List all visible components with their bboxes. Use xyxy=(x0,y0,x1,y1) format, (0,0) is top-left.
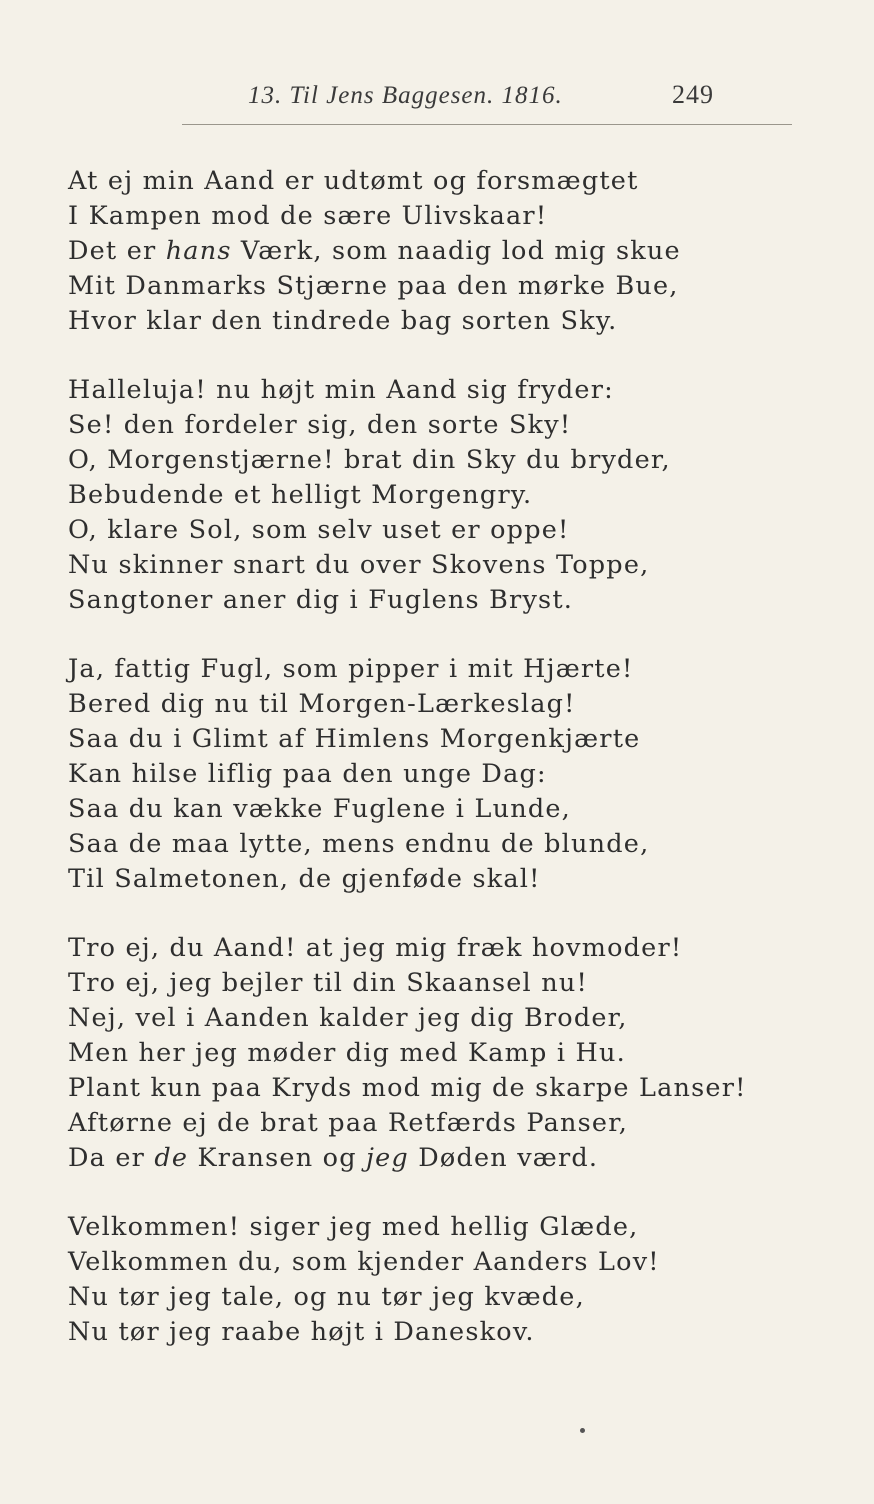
running-head xyxy=(0,78,874,114)
stanza-3 xyxy=(68,652,858,897)
verse-line: Nu skinner snart du over Skovens Toppe, xyxy=(68,550,650,580)
verse-line: Til Salmetonen, de gjenføde skal! xyxy=(68,864,541,894)
verse-line: O, klare Sol, som selv uset er oppe! xyxy=(68,515,570,545)
stanza-4 xyxy=(68,931,858,1176)
verse-line: Kan hilse liflig paa den unge Dag: xyxy=(68,759,547,789)
verse-line: Nu tør jeg raabe højt i Daneskov. xyxy=(68,1317,535,1347)
verse-text: Det er xyxy=(68,236,166,266)
verse-line: At ej min Aand er udtømt og forsmægtet xyxy=(68,166,639,196)
verse-line: Tro ej, du Aand! at jeg mig fræk hovmoder! xyxy=(68,933,683,963)
verse-line: Men her jeg møder dig med Kamp i Hu. xyxy=(68,1038,626,1068)
verse-line: Velkommen! siger jeg med hellig Glæde, xyxy=(68,1212,639,1242)
poem xyxy=(68,164,858,1384)
verse-line: Aftørne ej de brat paa Retfærds Panser, xyxy=(68,1108,629,1138)
verse-line: Tro ej, jeg bejler til din Skaansel nu! xyxy=(68,968,588,998)
verse-line: Mit Danmarks Stjærne paa den mørke Bue, xyxy=(68,271,679,301)
italic-word: de xyxy=(154,1143,189,1173)
verse-line: Saa du kan vække Fuglene i Lunde, xyxy=(68,794,571,824)
verse-line xyxy=(68,234,858,269)
stanza-2 xyxy=(68,373,858,618)
verse-line: Bered dig nu til Morgen-Lærkeslag! xyxy=(68,689,576,719)
stanza-5 xyxy=(68,1210,858,1350)
verse-line: Sangtoner aner dig i Fuglens Bryst. xyxy=(68,585,574,615)
italic-word: jeg xyxy=(366,1143,409,1173)
header-rule xyxy=(182,124,792,125)
verse-line: Saa de maa lytte, mens endnu de blunde, xyxy=(68,829,650,859)
verse-text: Kransen og xyxy=(188,1143,367,1173)
italic-word: hans xyxy=(165,236,232,266)
verse-line: Nu tør jeg tale, og nu tør jeg kvæde, xyxy=(68,1282,585,1312)
verse-line: Se! den fordeler sig, den sorte Sky! xyxy=(68,410,572,440)
verse-line: Halleluja! nu højt min Aand sig fryder: xyxy=(68,375,614,405)
verse-line: Nej, vel i Aanden kalder jeg dig Broder, xyxy=(68,1003,628,1033)
page-number: 249 xyxy=(672,80,714,109)
verse-line: Ja, fattig Fugl, som pipper i mit Hjærte! xyxy=(68,654,634,684)
verse-text: Døden værd. xyxy=(408,1143,599,1173)
verse-text: Da er xyxy=(68,1143,155,1173)
verse-line: Bebudende et helligt Morgengry. xyxy=(68,480,533,510)
verse-line: O, Morgenstjærne! brat din Sky du bryder, xyxy=(68,445,671,475)
verse-line xyxy=(68,1141,858,1176)
verse-line: Saa du i Glimt af Himlens Morgenkjærte xyxy=(68,724,641,754)
verse-line: Hvor klar den tindrede bag sorten Sky. xyxy=(68,306,618,336)
verse-line: Velkommen du, som kjender Aanders Lov! xyxy=(68,1247,660,1277)
ink-speck xyxy=(580,1428,585,1433)
verse-text: Værk, som naadig lod mig skue xyxy=(231,236,681,266)
verse-line: Plant kun paa Kryds mod mig de skarpe Lanser! xyxy=(68,1073,747,1103)
stanza-1 xyxy=(68,164,858,339)
running-title: 13. Til Jens Baggesen. 1816. xyxy=(248,82,563,109)
verse-line: I Kampen mod de sære Ulivskaar! xyxy=(68,201,548,231)
